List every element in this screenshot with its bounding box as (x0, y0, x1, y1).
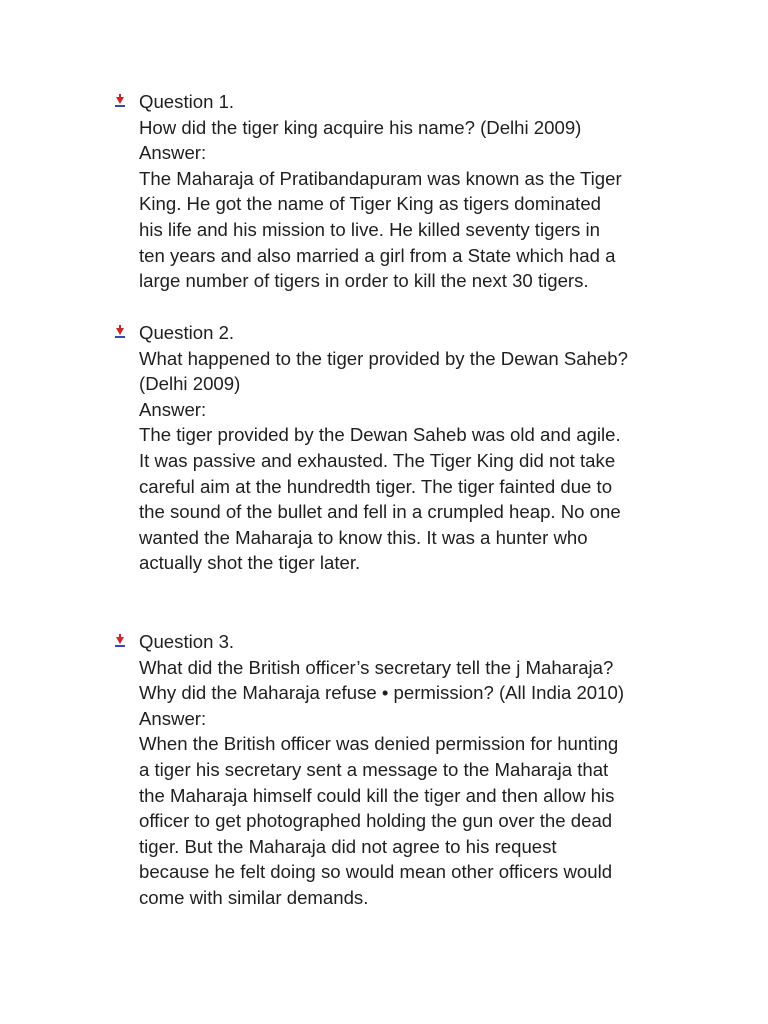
answer-text-line: come with similar demands. (139, 886, 369, 908)
answer-text-line: ten years and also married a girl from a State which had a (139, 244, 616, 266)
bullet-stem-shape (119, 634, 121, 638)
answer-text-line: because he felt doing so would mean other officers would (139, 861, 613, 883)
answer-text-line: It was passive and exhausted. The Tiger King did not take (139, 449, 616, 471)
answer-text-line: King. He got the name of Tiger King as tigers dominated (139, 193, 602, 215)
bullet-stem-shape (119, 94, 121, 98)
question-label: Question 3. (139, 631, 235, 652)
answer-text-line: his life and his mission to live. He killed seventy tigers in (139, 218, 600, 240)
answer-text-line: careful aim at the hundredth tiger. The tiger fainted due to (139, 475, 613, 497)
bullet-bar-shape (115, 645, 125, 647)
bullet-stem-shape (119, 325, 121, 329)
bullet-arrow-shape (116, 97, 124, 104)
arrow-down-bullet-icon (112, 324, 128, 340)
answer-label: Answer: (139, 142, 207, 164)
answer-label: Answer: (139, 707, 207, 729)
answer-text-line: a tiger his secretary sent a message to the Maharaja that (139, 758, 609, 780)
question-text-line: Why did the Maharaja refuse • permission? (All India 2010) (139, 682, 625, 704)
answer-text-line: The Maharaja of Pratibandapuram was known as the Tiger (139, 167, 622, 189)
question-text-line: What did the British officer’s secretary tell the j Maharaja? (139, 656, 614, 678)
question-block (112, 629, 692, 911)
bullet-arrow-shape (116, 328, 124, 335)
question-text-line: What happened to the tiger provided by the Dewan Saheb? (139, 347, 628, 369)
question-text-line: How did the tiger king acquire his name? (Delhi 2009) (139, 116, 582, 138)
question-block (112, 89, 692, 294)
question-label: Question 2. (139, 322, 235, 343)
answer-text-line: wanted the Maharaja to know this. It was a hunter who (139, 526, 588, 548)
question-text-line: (Delhi 2009) (139, 373, 241, 395)
answer-text-line: the Maharaja himself could kill the tiger and then allow his (139, 784, 615, 806)
bullet-bar-shape (115, 105, 125, 107)
answer-label: Answer: (139, 398, 207, 420)
answer-text-line: The tiger provided by the Dewan Saheb was old and agile. (139, 424, 621, 446)
bullet-bar-shape (115, 336, 125, 338)
question-block (112, 320, 692, 576)
arrow-down-bullet-icon (112, 93, 128, 109)
answer-text-line: actually shot the tiger later. (139, 552, 361, 574)
question-label: Question 1. (139, 91, 235, 112)
answer-text-line: tiger. But the Maharaja did not agree to his request (139, 835, 557, 857)
answer-text-line: officer to get photographed holding the gun over the dead (139, 810, 613, 832)
answer-text-line: When the British officer was denied permission for hunting (139, 733, 619, 755)
answer-text-line: the sound of the bullet and fell in a crumpled heap. No one (139, 501, 621, 523)
arrow-down-bullet-icon (112, 633, 128, 649)
bullet-arrow-shape (116, 637, 124, 644)
answer-text-line: large number of tigers in order to kill the next 30 tigers. (139, 270, 589, 292)
